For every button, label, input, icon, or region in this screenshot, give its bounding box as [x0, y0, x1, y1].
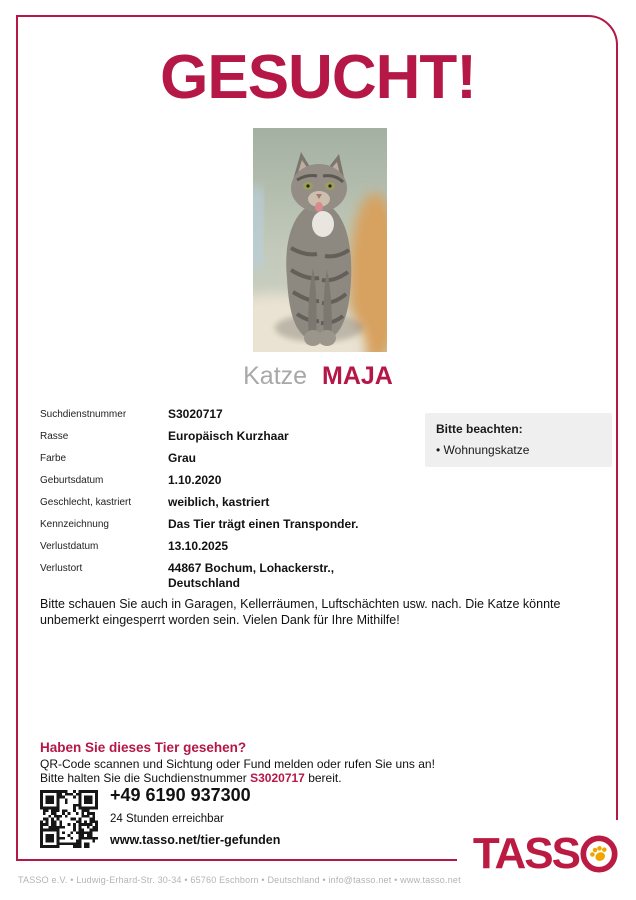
notice-box-item	[436, 443, 601, 457]
detail-value: 1.10.2020	[168, 473, 222, 487]
table-row	[40, 473, 410, 488]
detail-label: Geburtsdatum	[40, 475, 104, 486]
tasso-logo-text: TASS	[472, 829, 579, 878]
notice-item-text: Wohnungskatze	[443, 443, 530, 457]
pet-details-table	[40, 407, 410, 598]
notice-box	[425, 413, 612, 467]
detail-label: Farbe	[40, 453, 67, 464]
poster-title: GESUCHT!	[160, 43, 476, 112]
table-row	[40, 429, 410, 444]
table-row	[40, 495, 410, 510]
table-row	[40, 407, 410, 422]
contact-instruction-2	[40, 771, 342, 785]
detail-value: Grau	[168, 451, 197, 465]
availability-text: 24 Stunden erreichbar	[110, 813, 224, 825]
table-row	[40, 539, 410, 554]
tasso-logo-paw-icon	[580, 835, 618, 873]
qr-code	[40, 790, 98, 848]
qr-code-graphic	[40, 790, 98, 848]
search-advice-text: Bitte schauen Sie auch in Garagen, Kellerräumen, Luftschächten usw. nach. Die Katze könnte unbemerkt eingesperrt worden sein. Vielen Dank für Ihre Mithilfe!	[40, 597, 561, 628]
tasso-logo	[457, 820, 624, 882]
pet-photo	[253, 128, 387, 352]
cat-photo-illustration	[253, 128, 387, 352]
detail-label: Kennzeichnung	[40, 519, 109, 530]
detail-value: Das Tier trägt einen Transponder.	[168, 517, 359, 531]
detail-value: 44867 Bochum, Lohackerstr., Deutschland	[168, 561, 335, 590]
detail-label: Geschlecht, kastriert	[40, 497, 132, 508]
detail-label: Rasse	[40, 431, 69, 442]
notice-box-title: Bitte beachten:	[436, 422, 523, 436]
detail-label: Verlustort	[40, 563, 83, 574]
search-number: S3020717	[250, 771, 305, 785]
detail-label: Verlustdatum	[40, 541, 99, 552]
detail-value: 13.10.2025	[168, 539, 229, 553]
contact-instruction-1: QR-Code scannen und Sichtung oder Fund melden oder rufen Sie uns an!	[40, 757, 435, 771]
detail-value: S3020717	[168, 407, 223, 421]
footer-address: TASSO e.V. • Ludwig-Erhard-Str. 30-34 • 65760 Eschborn • Deutschland • info@tasso.net • www.tasso.net	[18, 875, 461, 885]
table-row	[40, 517, 410, 532]
table-row	[40, 561, 410, 591]
table-row	[40, 451, 410, 466]
pet-type-label: Katze	[243, 362, 308, 390]
detail-label: Suchdienstnummer	[40, 409, 127, 420]
pet-name-line	[0, 362, 636, 391]
report-url: www.tasso.net/tier-gefunden	[110, 833, 281, 847]
detail-value: weiblich, kastriert	[168, 495, 270, 509]
bullet: •	[436, 443, 441, 457]
detail-value: Europäisch Kurzhaar	[168, 429, 289, 443]
phone-number: +49 6190 937300	[110, 785, 251, 805]
instruction-suffix: bereit.	[304, 771, 342, 785]
contact-heading: Haben Sie dieses Tier gesehen?	[40, 740, 247, 755]
instruction-prefix: Bitte halten Sie die Suchdienstnummer	[40, 771, 251, 785]
pet-name: MAJA	[322, 362, 393, 390]
